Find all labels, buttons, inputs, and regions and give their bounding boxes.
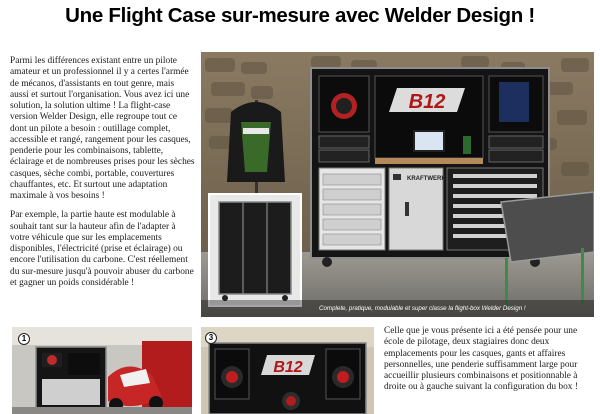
b12-logo: B12 (408, 91, 446, 113)
kraftwerk-brand: KRAFTWERK (407, 176, 446, 182)
bottom-photo-3 (201, 327, 374, 414)
bottom-photo-1 (12, 327, 192, 414)
page-title: Une Flight Case sur-mesure avec Welder Design ! (65, 4, 535, 27)
photo-number-badge: 1 (18, 333, 30, 345)
intro-paragraph-1: Parmi les différences existant entre un pilote amateur et un professionnel il y a certes l'armée de mécanos, d'assistants en tout genre, mais aussi et surtout l'organisation. Vous avez ici une solution, la solution ultime ! La flight-case version Welder Design, elle regroupe tout ce dont un pilote a besoin : outillage complet, accessible et rangé, rangement pour les casques, penderie pour les combinaisons, tablette, éclairage et de nombreuses prises pour les sèches casques, sèche combi, portable, couvertures chauffantes, etc. Et surtout une adaptation maximale à vos besoins ! (10, 56, 195, 201)
bottom-paragraph: Celle que je vous présente ici a été pensée pour une école de pilotage, deux stagiaires donc deux emplacements pour les casques, gants et affaires personnelles, une penderie suffisamment large pour accueillir plusieurs combinaisons et positionnable à droite ou à gauche suivant la configuration du box ! (384, 326, 578, 393)
bottom-text (384, 326, 594, 402)
main-photo-caption: Complete, pratique, modulable et super classe la flight-box Welder Design ! (319, 305, 526, 312)
b12-logo-small: B12 (273, 359, 303, 376)
photo-number-badge: 3 (205, 332, 217, 344)
intro-text (10, 56, 195, 297)
intro-paragraph-2: Par exemple, la partie haute est modulable à souhait tant sur la hauteur afin de l'adapter à votre véhicule que sur les emplacements disponibles, l'électricité (prise et éclairage) ou encore l'utilisation du carbone. C'est réellement du sur-mesure jusqu'à pouvoir abuser du carbone et gagner un poids considérable ! (10, 210, 194, 288)
main-photo-flight-case (201, 52, 594, 317)
